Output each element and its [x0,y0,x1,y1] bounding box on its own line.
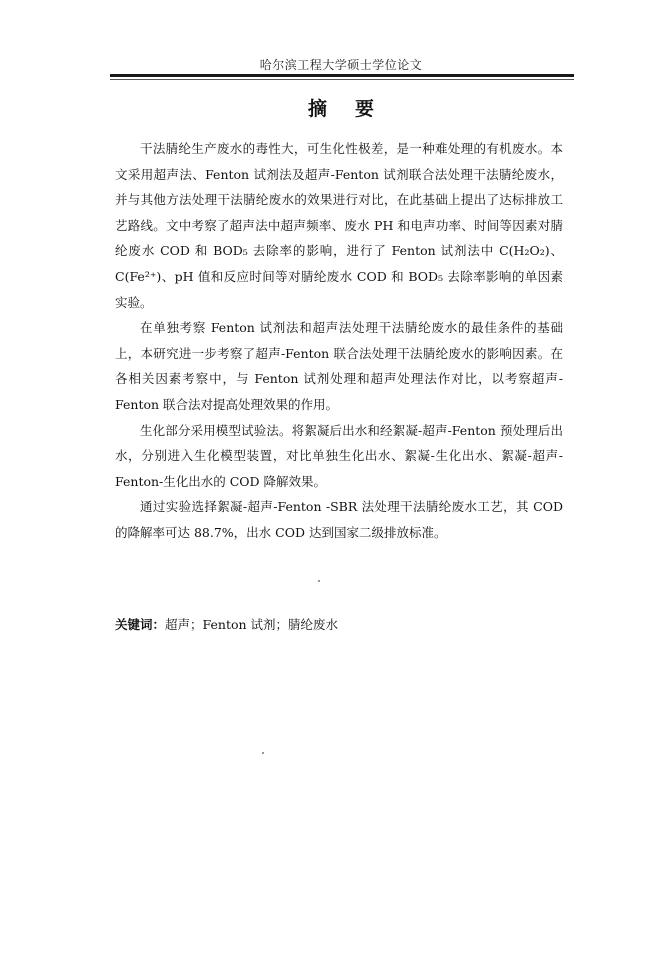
abstract-title: 摘要 [307,98,402,120]
running-header: 哈尔滨工程大学硕士学位论文 [259,58,423,72]
abstract-paragraph: 干法腈纶生产废水的毒性大，可生化性极差，是一种难处理的有机废水。本文采用超声法、Fenton 试剂法及超声-Fenton 试剂联合法处理干法腈纶废水，并与其他方法处理干法腈纶废水的效果进行对比，在此基础上提出了达标排放工艺路线。文中考察了超声法中超声频率、废水 PH 和电声功率、时间等因素对腈纶废水 COD 和 BOD₅ 去除率的影响，进行了 Fenton 试剂法中 C(H₂O₂)、C(Fe²⁺)、pH 值和反应时间等对腈纶废水 COD 和 BOD₅ 去除率影响的单因素实验。 [115,141,563,310]
keywords-line [115,612,563,637]
header-rule-thick [110,74,574,77]
scan-speck [262,752,264,754]
scan-speck [318,580,320,582]
abstract-paragraph: 通过实验选择絮凝-超声-Fenton -SBR 法处理干法腈纶废水工艺，其 COD 的降解率可达 88.7%，出水 COD 达到国家二级排放标准。 [115,499,563,540]
header-rule-thin [110,79,574,80]
abstract-paragraph: 在单独考察 Fenton 试剂法和超声法处理干法腈纶废水的最佳条件的基础上，本研究进一步考察了超声-Fenton 联合法处理干法腈纶废水的影响因素。在各相关因素考察中，与 Fenton 试剂处理和超声处理法作对比，以考察超声-Fenton 联合法对提高处理效果的作用。 [115,320,563,412]
abstract-paragraph: 生化部分采用模型试验法。将絮凝后出水和经絮凝-超声-Fenton 预处理后出水，分别进入生化模型装置，对比单独生化出水、絮凝-生化出水、絮凝-超声-Fenton-生化出水的 COD 降解效果。 [115,422,563,489]
abstract-body [115,136,563,546]
keywords-text: 超声；Fenton 试剂；腈纶废水 [165,617,339,632]
keywords-label: 关键词： [115,617,166,632]
